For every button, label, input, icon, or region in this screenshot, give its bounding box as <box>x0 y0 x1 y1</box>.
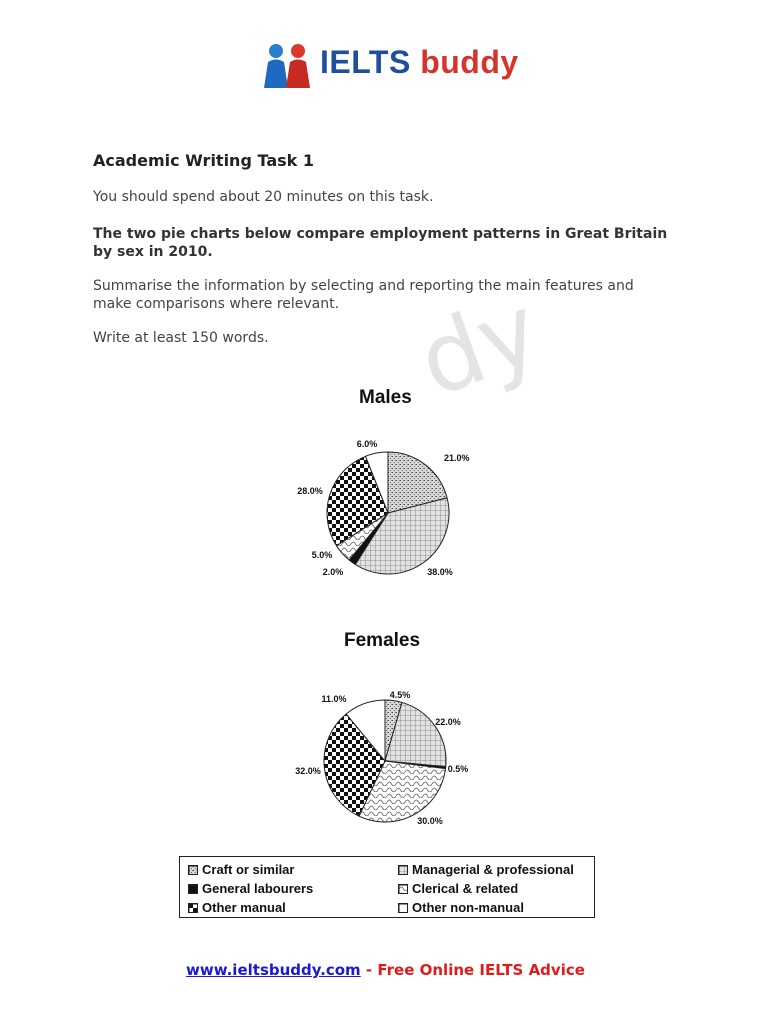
legend-swatch-craft <box>188 865 198 875</box>
males-label-other-non-manual: 6.0% <box>356 439 378 449</box>
males-label-clerical: 5.0% <box>311 550 333 560</box>
footer <box>186 961 585 979</box>
legend-label-managerial: Managerial & professional <box>412 862 574 877</box>
legend-label-other-manual: Other manual <box>202 900 286 915</box>
legend-item-clerical <box>398 881 518 896</box>
males-label-other-manual: 28.0% <box>297 486 323 496</box>
females-label-craft: 4.5% <box>389 690 411 700</box>
females-label-labourers: 0.5% <box>447 764 469 774</box>
legend-swatch-other-manual <box>188 903 198 913</box>
legend-swatch-other-non-manual <box>398 903 408 913</box>
legend-label-other-non-manual: Other non-manual <box>412 900 524 915</box>
legend-swatch-labourers <box>188 884 198 894</box>
word-count-instruction: Write at least 150 words. <box>93 330 269 346</box>
females-chart-title: Females <box>344 630 421 651</box>
legend-item-managerial <box>398 862 574 877</box>
task-instruction: Summarise the information by selecting and reporting the main features and make comparisons where relevant. <box>93 278 634 312</box>
time-instruction: You should spend about 20 minutes on this task. <box>93 189 434 205</box>
page-title: Academic Writing Task 1 <box>93 151 314 170</box>
legend-swatch-managerial <box>398 865 408 875</box>
legend-swatch-clerical <box>398 884 408 894</box>
legend-item-craft <box>188 862 294 877</box>
males-label-craft: 21.0% <box>444 453 470 463</box>
males-label-labourers: 2.0% <box>322 567 344 577</box>
females-label-managerial: 22.0% <box>435 717 461 727</box>
legend-label-clerical: Clerical & related <box>412 881 519 896</box>
legend-label-labourers: General labourers <box>202 881 314 896</box>
females-label-clerical: 30.0% <box>417 816 443 826</box>
females-pie <box>295 690 468 826</box>
task-prompt: The two pie charts below compare employment patterns in Great Britain by sex in 2010. <box>93 226 668 260</box>
footer-link[interactable]: www.ieltsbuddy.com <box>186 961 361 979</box>
watermark: dy <box>404 273 554 419</box>
males-label-managerial: 38.0% <box>427 567 453 577</box>
females-label-other-manual: 32.0% <box>295 766 321 776</box>
females-label-other-non-manual: 11.0% <box>321 694 347 704</box>
logo-text-buddy: buddy <box>420 44 519 80</box>
logo-text-ielts: IELTS <box>320 44 411 80</box>
legend-item-other-non-manual <box>398 900 524 915</box>
footer-tagline: - Free Online IELTS Advice <box>365 961 585 979</box>
legend-item-other-manual <box>188 900 286 915</box>
males-chart-title: Males <box>359 387 412 408</box>
chart-legend <box>179 856 595 918</box>
legend-label-craft: Craft or similar <box>202 862 295 877</box>
males-pie <box>297 439 469 577</box>
legend-item-labourers <box>188 881 313 896</box>
